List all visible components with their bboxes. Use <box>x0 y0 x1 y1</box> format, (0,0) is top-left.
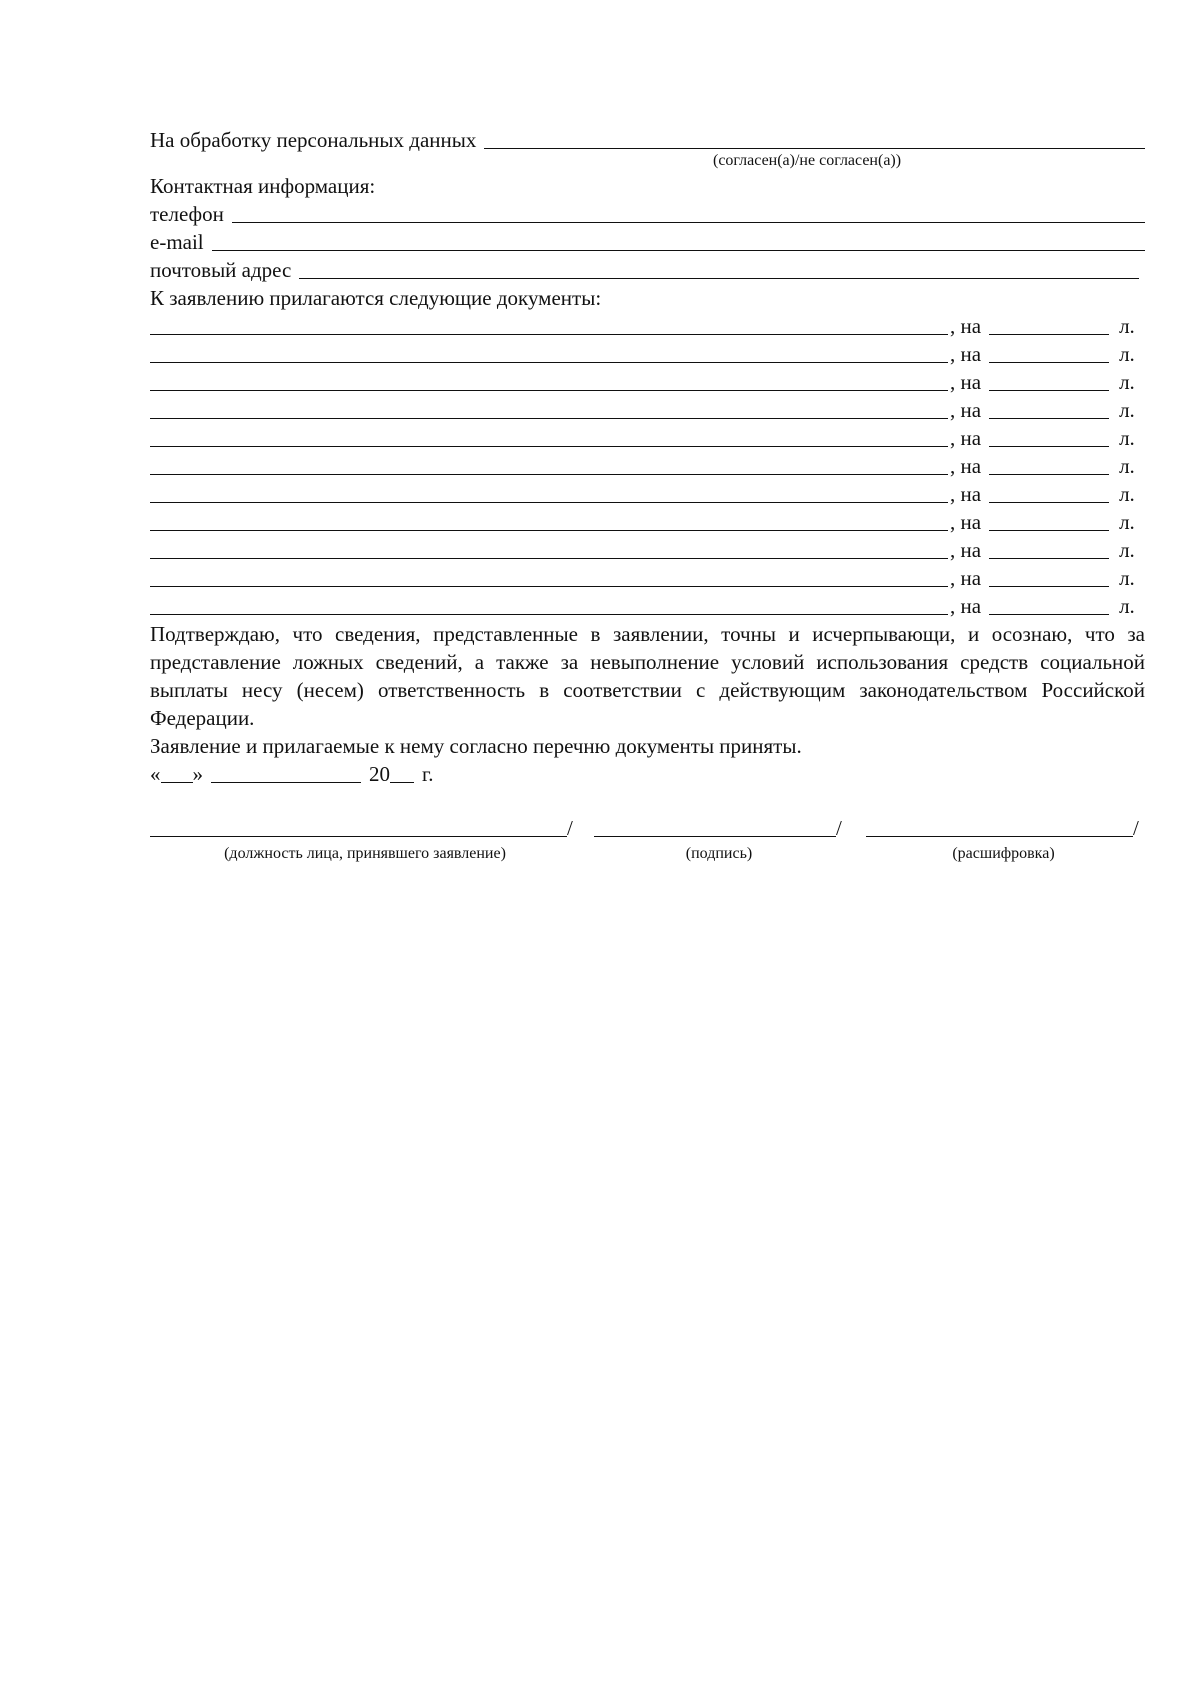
application-form-page <box>150 126 1145 874</box>
documents-list <box>150 312 1145 620</box>
date-year-field[interactable] <box>390 762 414 783</box>
document-pages-field[interactable] <box>989 482 1109 503</box>
email-label: e-mail <box>150 230 204 254</box>
address-row <box>150 256 1145 284</box>
signature-slash: / <box>836 816 842 840</box>
document-row <box>150 592 1145 620</box>
name-slash: / <box>1133 816 1139 840</box>
confirmation-text: Подтверждаю, что сведения, представленные в заявлении, точны и исчерпывающи, и осознаю, что за представление ложных сведений, а также за невыполнение условий использования средств социальной выплаты несу (несем) ответственность в соответствии с действующим законодательством Российской Федерации. <box>150 622 1145 730</box>
date-year-prefix: 20 <box>369 762 390 786</box>
position-field[interactable] <box>150 816 567 837</box>
document-sep: , на <box>950 370 982 394</box>
name-field[interactable] <box>866 816 1133 837</box>
consent-row <box>150 126 1145 154</box>
document-row <box>150 396 1145 424</box>
phone-label: телефон <box>150 202 224 226</box>
consent-field[interactable] <box>484 128 1145 149</box>
document-row <box>150 340 1145 368</box>
date-month-field[interactable] <box>211 762 361 783</box>
document-name-field[interactable] <box>150 538 948 559</box>
document-sep: , на <box>950 454 982 478</box>
document-pages-field[interactable] <box>989 314 1109 335</box>
document-name-field[interactable] <box>150 482 948 503</box>
signature-block <box>150 814 1145 874</box>
document-name-field[interactable] <box>150 566 948 587</box>
consent-label: На обработку персональных данных <box>150 128 477 152</box>
phone-row <box>150 200 1145 228</box>
signature-col <box>594 814 844 864</box>
document-name-field[interactable] <box>150 594 948 615</box>
document-pages-field[interactable] <box>989 426 1109 447</box>
contacts-heading: Контактная информация: <box>150 174 376 198</box>
document-unit: л. <box>1119 370 1135 394</box>
document-sep: , на <box>950 566 982 590</box>
document-unit: л. <box>1119 342 1135 366</box>
signature-field[interactable] <box>594 816 836 837</box>
document-pages-field[interactable] <box>989 342 1109 363</box>
document-sep: , на <box>950 426 982 450</box>
date-close-quote: » <box>192 762 203 786</box>
document-name-field[interactable] <box>150 314 948 335</box>
document-name-field[interactable] <box>150 454 948 475</box>
email-row <box>150 228 1145 256</box>
accepted-text: Заявление и прилагаемые к нему согласно перечню документы приняты. <box>150 734 802 758</box>
address-label: почтовый адрес <box>150 258 292 282</box>
document-sep: , на <box>950 594 982 618</box>
document-unit: л. <box>1119 538 1135 562</box>
document-pages-field[interactable] <box>989 510 1109 531</box>
date-open-quote: « <box>150 762 161 786</box>
document-pages-field[interactable] <box>989 538 1109 559</box>
signature-caption: (подпись) <box>685 845 753 862</box>
documents-heading: К заявлению прилагаются следующие документы: <box>150 286 602 310</box>
document-row <box>150 508 1145 536</box>
document-unit: л. <box>1119 398 1135 422</box>
document-unit: л. <box>1119 314 1135 338</box>
document-sep: , на <box>950 398 982 422</box>
document-row <box>150 536 1145 564</box>
document-unit: л. <box>1119 426 1135 450</box>
name-caption: (расшифровка) <box>952 845 1055 862</box>
document-unit: л. <box>1119 482 1135 506</box>
document-pages-field[interactable] <box>989 454 1109 475</box>
position-caption: (должность лица, принявшего заявление) <box>224 845 506 862</box>
phone-field[interactable] <box>232 202 1145 223</box>
date-year-suffix: г. <box>422 762 434 786</box>
document-pages-field[interactable] <box>989 594 1109 615</box>
document-row <box>150 480 1145 508</box>
address-field[interactable] <box>299 258 1139 279</box>
document-pages-field[interactable] <box>989 566 1109 587</box>
document-unit: л. <box>1119 510 1135 534</box>
document-row <box>150 424 1145 452</box>
position-signature-col <box>150 814 580 864</box>
document-sep: , на <box>950 314 982 338</box>
document-unit: л. <box>1119 566 1135 590</box>
document-row <box>150 368 1145 396</box>
date-row <box>150 760 1145 788</box>
document-row <box>150 452 1145 480</box>
document-sep: , на <box>950 342 982 366</box>
name-col <box>866 814 1141 864</box>
document-name-field[interactable] <box>150 398 948 419</box>
documents-heading-row <box>150 284 1145 312</box>
document-pages-field[interactable] <box>989 398 1109 419</box>
document-pages-field[interactable] <box>989 370 1109 391</box>
consent-hint: (согласен(а)/не согласен(а)) <box>713 152 902 169</box>
document-name-field[interactable] <box>150 510 948 531</box>
contacts-heading-row <box>150 172 1145 200</box>
email-field[interactable] <box>212 230 1145 251</box>
document-sep: , на <box>950 510 982 534</box>
document-name-field[interactable] <box>150 426 948 447</box>
document-row <box>150 564 1145 592</box>
document-sep: , на <box>950 482 982 506</box>
document-unit: л. <box>1119 594 1135 618</box>
date-day-field[interactable] <box>161 762 193 783</box>
document-unit: л. <box>1119 454 1135 478</box>
document-row <box>150 312 1145 340</box>
document-name-field[interactable] <box>150 342 948 363</box>
document-sep: , на <box>950 538 982 562</box>
position-slash: / <box>567 816 573 840</box>
document-name-field[interactable] <box>150 370 948 391</box>
